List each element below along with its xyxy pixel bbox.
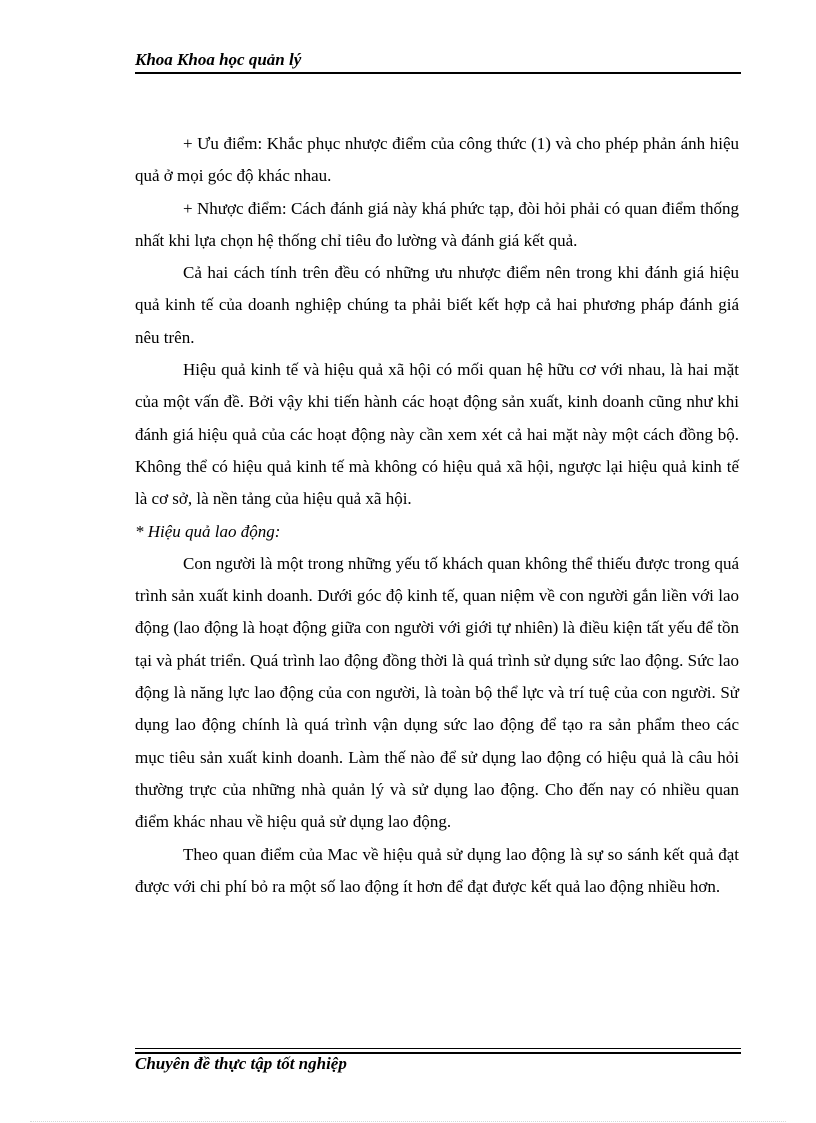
header-title: Khoa Khoa học quản lý: [135, 50, 302, 69]
paragraph-advantages: + Ưu điểm: Khắc phục nhược điểm của công thức (1) và cho phép phản ánh hiệu quả ở mọi góc độ khác nhau.: [135, 134, 739, 186]
paragraph-human-labor: Con người là một trong những yếu tố khách quan không thể thiếu được trong quá trình sản xuất kinh doanh. Dưới góc độ kinh tế, quan niệm về con người gắn liền với lao động (lao động là hoạt động giữa con người với giới tự nhiên) là điều kiện tất yếu để tồn tại và phát triển. Quá trình lao động đồng thời là quá trình sử dụng sức lao động. Sức lao động là năng lực lao động của con người, là toàn bộ thể lực và trí tuệ của con người. Sử dụng lao động chính là quá trình vận dụng sức lao động để tạo ra sản phẩm theo các mục tiêu sản xuất kinh doanh. Làm thế nào để sử dụng lao động có hiệu quả là câu hỏi thường trực của những nhà quản lý và sử dụng lao động. Cho đến nay có nhiều quan điểm khác nhau về hiệu quả sử dụng lao động.: [135, 553, 739, 832]
paragraph-disadvantages: + Nhược điểm: Cách đánh giá này khá phức tạp, đòi hỏi phải có quan điểm thống nhất khi lựa chọn hệ thống chỉ tiêu đo lường và đánh giá kết quả.: [135, 198, 739, 250]
paragraph-marx-view: Theo quan điểm của Mac về hiệu quả sử dụng lao động là sự so sánh kết quả đạt được với chi phí bỏ ra một số lao động ít hơn để đạt được kết quả lao động nhiều hơn.: [135, 844, 739, 896]
document-body: [135, 128, 739, 903]
footer-rule-top: [135, 1048, 741, 1049]
section-heading-labor-efficiency: * Hiệu quả lao động:: [135, 521, 281, 541]
footer-title: Chuyên đề thực tập tốt nghiệp: [135, 1054, 347, 1073]
paragraph-combination: Cả hai cách tính trên đều có những ưu nhược điểm nên trong khi đánh giá hiệu quả kinh tế của doanh nghiệp chúng ta phải biết kết hợp cả hai phương pháp đánh giá nêu trên.: [135, 263, 739, 347]
page-edge-divider: [30, 1121, 786, 1122]
paragraph-economic-social-efficiency: Hiệu quả kinh tế và hiệu quả xã hội có mối quan hệ hữu cơ với nhau, là hai mặt của một vấn đề. Bởi vậy khi tiến hành các hoạt động sản xuất, kinh doanh cũng như khi đánh giá hiệu quả của các hoạt động này cần xem xét cả hai mặt này một cách đồng bộ. Không thể có hiệu quả kinh tế mà không có hiệu quả xã hội, ngược lại hiệu quả kinh tế là cơ sở, là nền tảng của hiệu quả xã hội.: [135, 360, 739, 509]
page-header: [135, 50, 741, 74]
